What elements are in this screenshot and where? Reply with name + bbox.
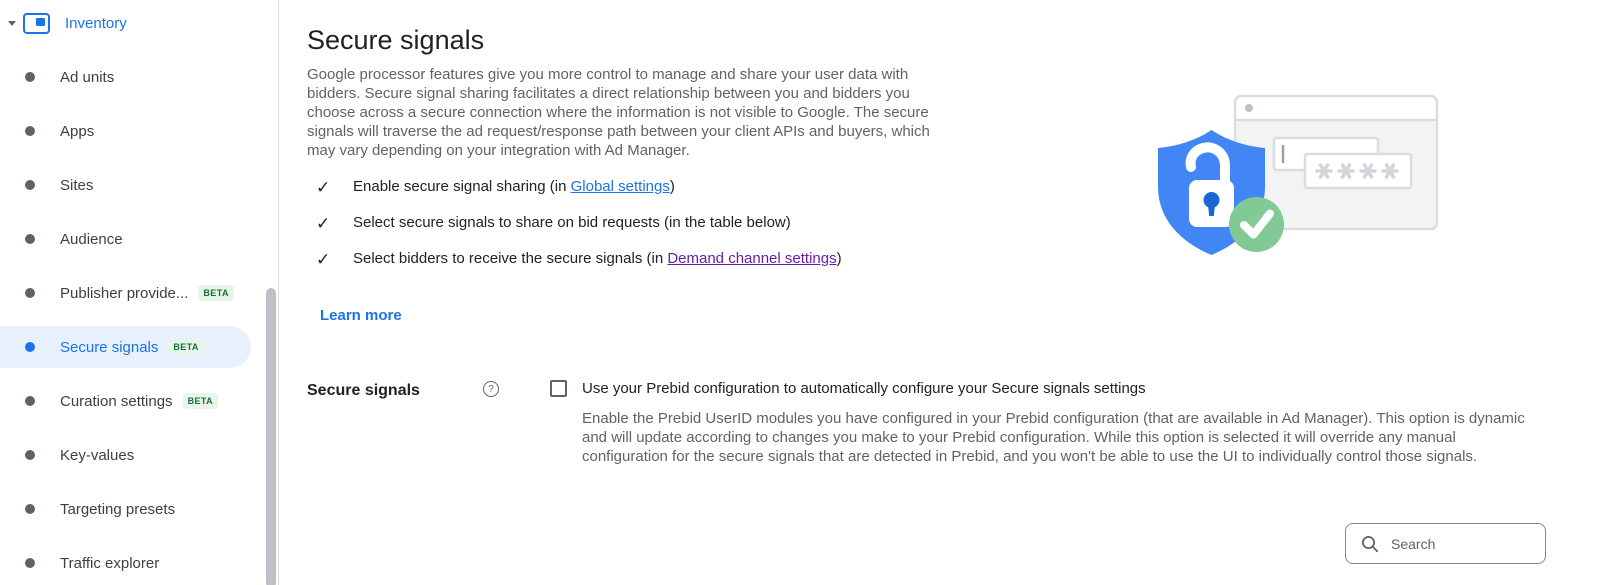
sidebar-item-sites[interactable]	[0, 164, 251, 206]
sidebar-item-label: Targeting presets	[60, 500, 176, 518]
sidebar-item-inventory[interactable]	[6, 9, 278, 37]
checkbox-col	[550, 380, 1534, 466]
section-label-col	[307, 380, 550, 466]
check-text-suffix: )	[669, 178, 675, 195]
sidebar-root-label: Inventory	[65, 14, 127, 32]
search-icon	[1361, 535, 1379, 553]
check-icon: ✓	[316, 178, 331, 197]
inventory-icon	[23, 13, 50, 34]
bullet-icon	[25, 558, 35, 568]
check-text-link[interactable]: Global settings	[570, 178, 670, 195]
sidebar-item-curation-settings[interactable]	[0, 380, 251, 422]
intro-text: Google processor features give you more control to manage and share your user data with bidders. Secure signal sharing facilitates a direct relationship between you and bidders you choose across a secure connection where the information is not visible to Google. The secure signals will traverse the ad request/response path between your client APIs and buyers, which may vary depending on your integration with Ad Manager.	[307, 66, 930, 159]
bullet-icon	[25, 396, 35, 406]
beta-badge: BETA	[198, 285, 233, 301]
check-text-prefix: Select bidders to receive the secure signals (in	[353, 250, 668, 267]
check-text-prefix: Select secure signals to share on bid requests (in the table below)	[353, 214, 791, 231]
sidebar-item-secure-signals[interactable]	[0, 326, 251, 368]
sidebar-scrollbar[interactable]	[266, 288, 276, 585]
check-text-suffix: )	[836, 250, 842, 267]
check-text-link[interactable]: Demand channel settings	[667, 250, 837, 267]
chevron-down-icon[interactable]	[8, 21, 16, 26]
sidebar-item-audience[interactable]	[0, 218, 251, 260]
green-check-illustration	[1229, 197, 1284, 252]
prebid-checkbox-label: Use your Prebid configuration to automatically configure your Secure signals settings	[582, 380, 1146, 397]
bullet-icon	[25, 342, 35, 352]
sidebar-item-label: Ad units	[60, 68, 115, 86]
search-input[interactable]	[1391, 536, 1541, 552]
check-icon: ✓	[316, 250, 331, 269]
sidebar-item-ad-units[interactable]	[0, 56, 251, 98]
bullet-icon	[25, 234, 35, 244]
sidebar-item-label: Publisher provide...	[60, 284, 189, 302]
beta-badge: BETA	[183, 393, 218, 409]
secure-signals-illustration	[1128, 83, 1448, 268]
sidebar	[0, 0, 279, 585]
bullet-icon	[25, 126, 35, 136]
search-box[interactable]	[1345, 523, 1546, 564]
check-icon: ✓	[316, 214, 331, 233]
sidebar-item-key-values[interactable]	[0, 434, 251, 476]
sidebar-item-label: Curation settings	[60, 392, 173, 410]
checklist-item-text	[353, 178, 675, 195]
bullet-icon	[25, 504, 35, 514]
sidebar-item-apps[interactable]	[0, 110, 251, 152]
check-text-prefix: Enable secure signal sharing (in	[353, 178, 571, 195]
bullet-icon	[25, 180, 35, 190]
bullet-icon	[25, 450, 35, 460]
sidebar-item-label: Apps	[60, 122, 95, 140]
sidebar-item-targeting-presets[interactable]	[0, 488, 251, 530]
checklist-item-text	[353, 250, 842, 267]
bullet-icon	[25, 288, 35, 298]
prebid-description: Enable the Prebid UserID modules you have configured in your Prebid configuration (that are available in Ad Manager). This option is dynamic and will update according to changes you make to your Prebid configuration. While this option is selected it will override any manual configuration for the secure signals that are detected in Prebid, and you won't be able to use the UI to individually control those signals.	[582, 410, 1525, 465]
page-title: Secure signals	[307, 25, 485, 55]
learn-more-link[interactable]: Learn more	[320, 307, 402, 324]
section-label: Secure signals	[307, 382, 420, 399]
sidebar-item-label: Secure signals	[60, 338, 159, 356]
prebid-checkbox-row	[550, 380, 1534, 397]
checklist-item-text	[353, 214, 791, 231]
help-icon[interactable]: ?	[483, 381, 499, 397]
beta-badge: BETA	[168, 339, 203, 355]
sidebar-item-label: Key-values	[60, 446, 135, 464]
sidebar-item-publisher-provide[interactable]	[0, 272, 251, 314]
sidebar-item-traffic-explorer[interactable]	[0, 542, 251, 584]
bullet-icon	[25, 72, 35, 82]
sidebar-item-label: Sites	[60, 176, 94, 194]
sidebar-item-label: Audience	[60, 230, 123, 248]
sidebar-items	[0, 56, 278, 584]
sidebar-item-label: Traffic explorer	[60, 554, 160, 572]
prebid-checkbox[interactable]	[550, 380, 567, 397]
secure-signals-section	[307, 380, 1534, 466]
